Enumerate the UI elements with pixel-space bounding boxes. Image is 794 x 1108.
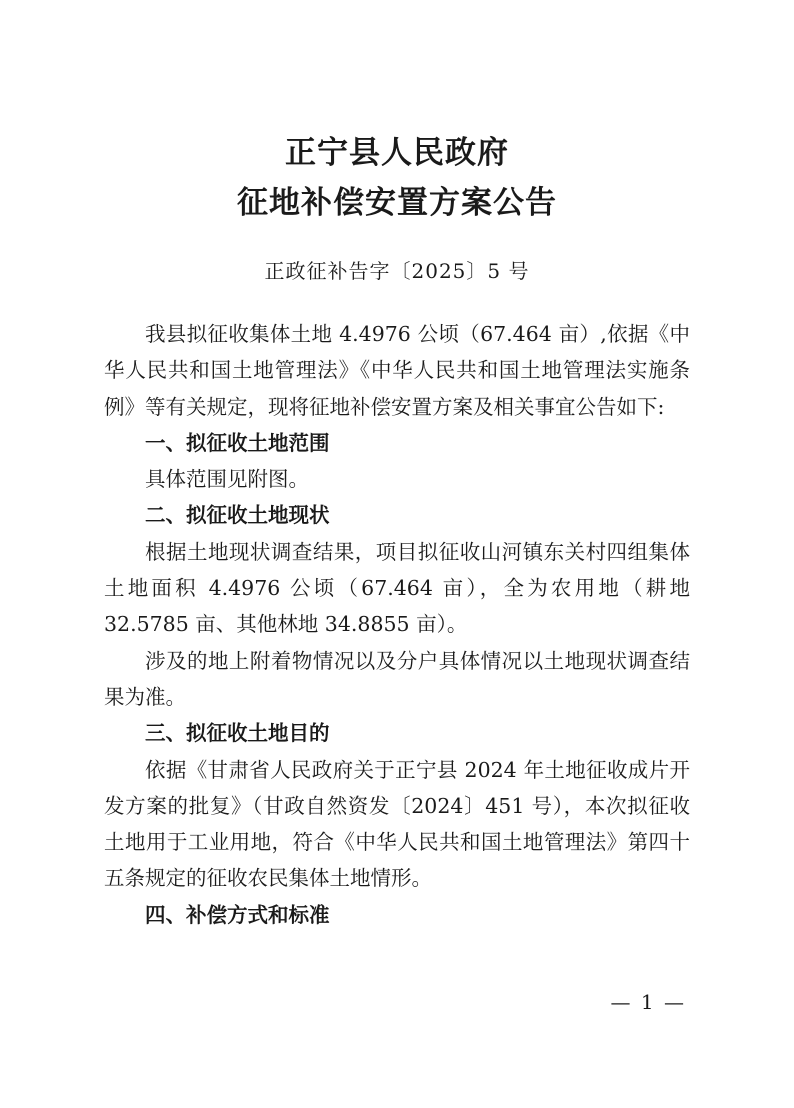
- section-heading-4: 四、补偿方式和标准: [145, 902, 330, 927]
- section-heading-1: 一、拟征收土地范围: [145, 430, 330, 455]
- section-2-paragraph-1: 根据土地现状调查结果，项目拟征收山河镇东关村四组集体土地面积 4.4976 公顷（67.464 亩），全为农用地（耕地 32.5785 亩、其他林地 34.8855 亩）。: [104, 539, 690, 637]
- section-1-paragraph: 具体范围见附图。: [145, 467, 309, 492]
- page-number: — 1 —: [610, 990, 686, 1014]
- section-heading-3: 三、拟征收土地目的: [145, 721, 330, 746]
- document-title-subject: 征地补偿安置方案公告: [237, 185, 557, 221]
- section-2-paragraph-2: 涉及的地上附着物情况以及分户具体情况以土地现状调查结果为准。: [104, 648, 690, 709]
- section-heading-2: 二、拟征收土地现状: [145, 503, 330, 528]
- document-body: [104, 316, 690, 933]
- document-number: 正政征补告字〔2025〕5 号: [264, 259, 530, 283]
- intro-paragraph: 我县拟征收集体土地 4.4976 公顷（67.464 亩）,依据《中华人民共和国土地管理法》《中华人民共和国土地管理法实施条例》等有关规定，现将征地补偿安置方案及相关事宜公告如下:: [104, 322, 690, 419]
- document-title-issuer: 正宁县人民政府: [285, 135, 509, 171]
- section-3-paragraph: 依据《甘肃省人民政府关于正宁县 2024 年土地征收成片开发方案的批复》（甘政自然资发〔2024〕451 号），本次拟征收土地用于工业用地，符合《中华人民共和国土地管理法》第四十五条规定的征收农民集体土地情形。: [104, 757, 690, 891]
